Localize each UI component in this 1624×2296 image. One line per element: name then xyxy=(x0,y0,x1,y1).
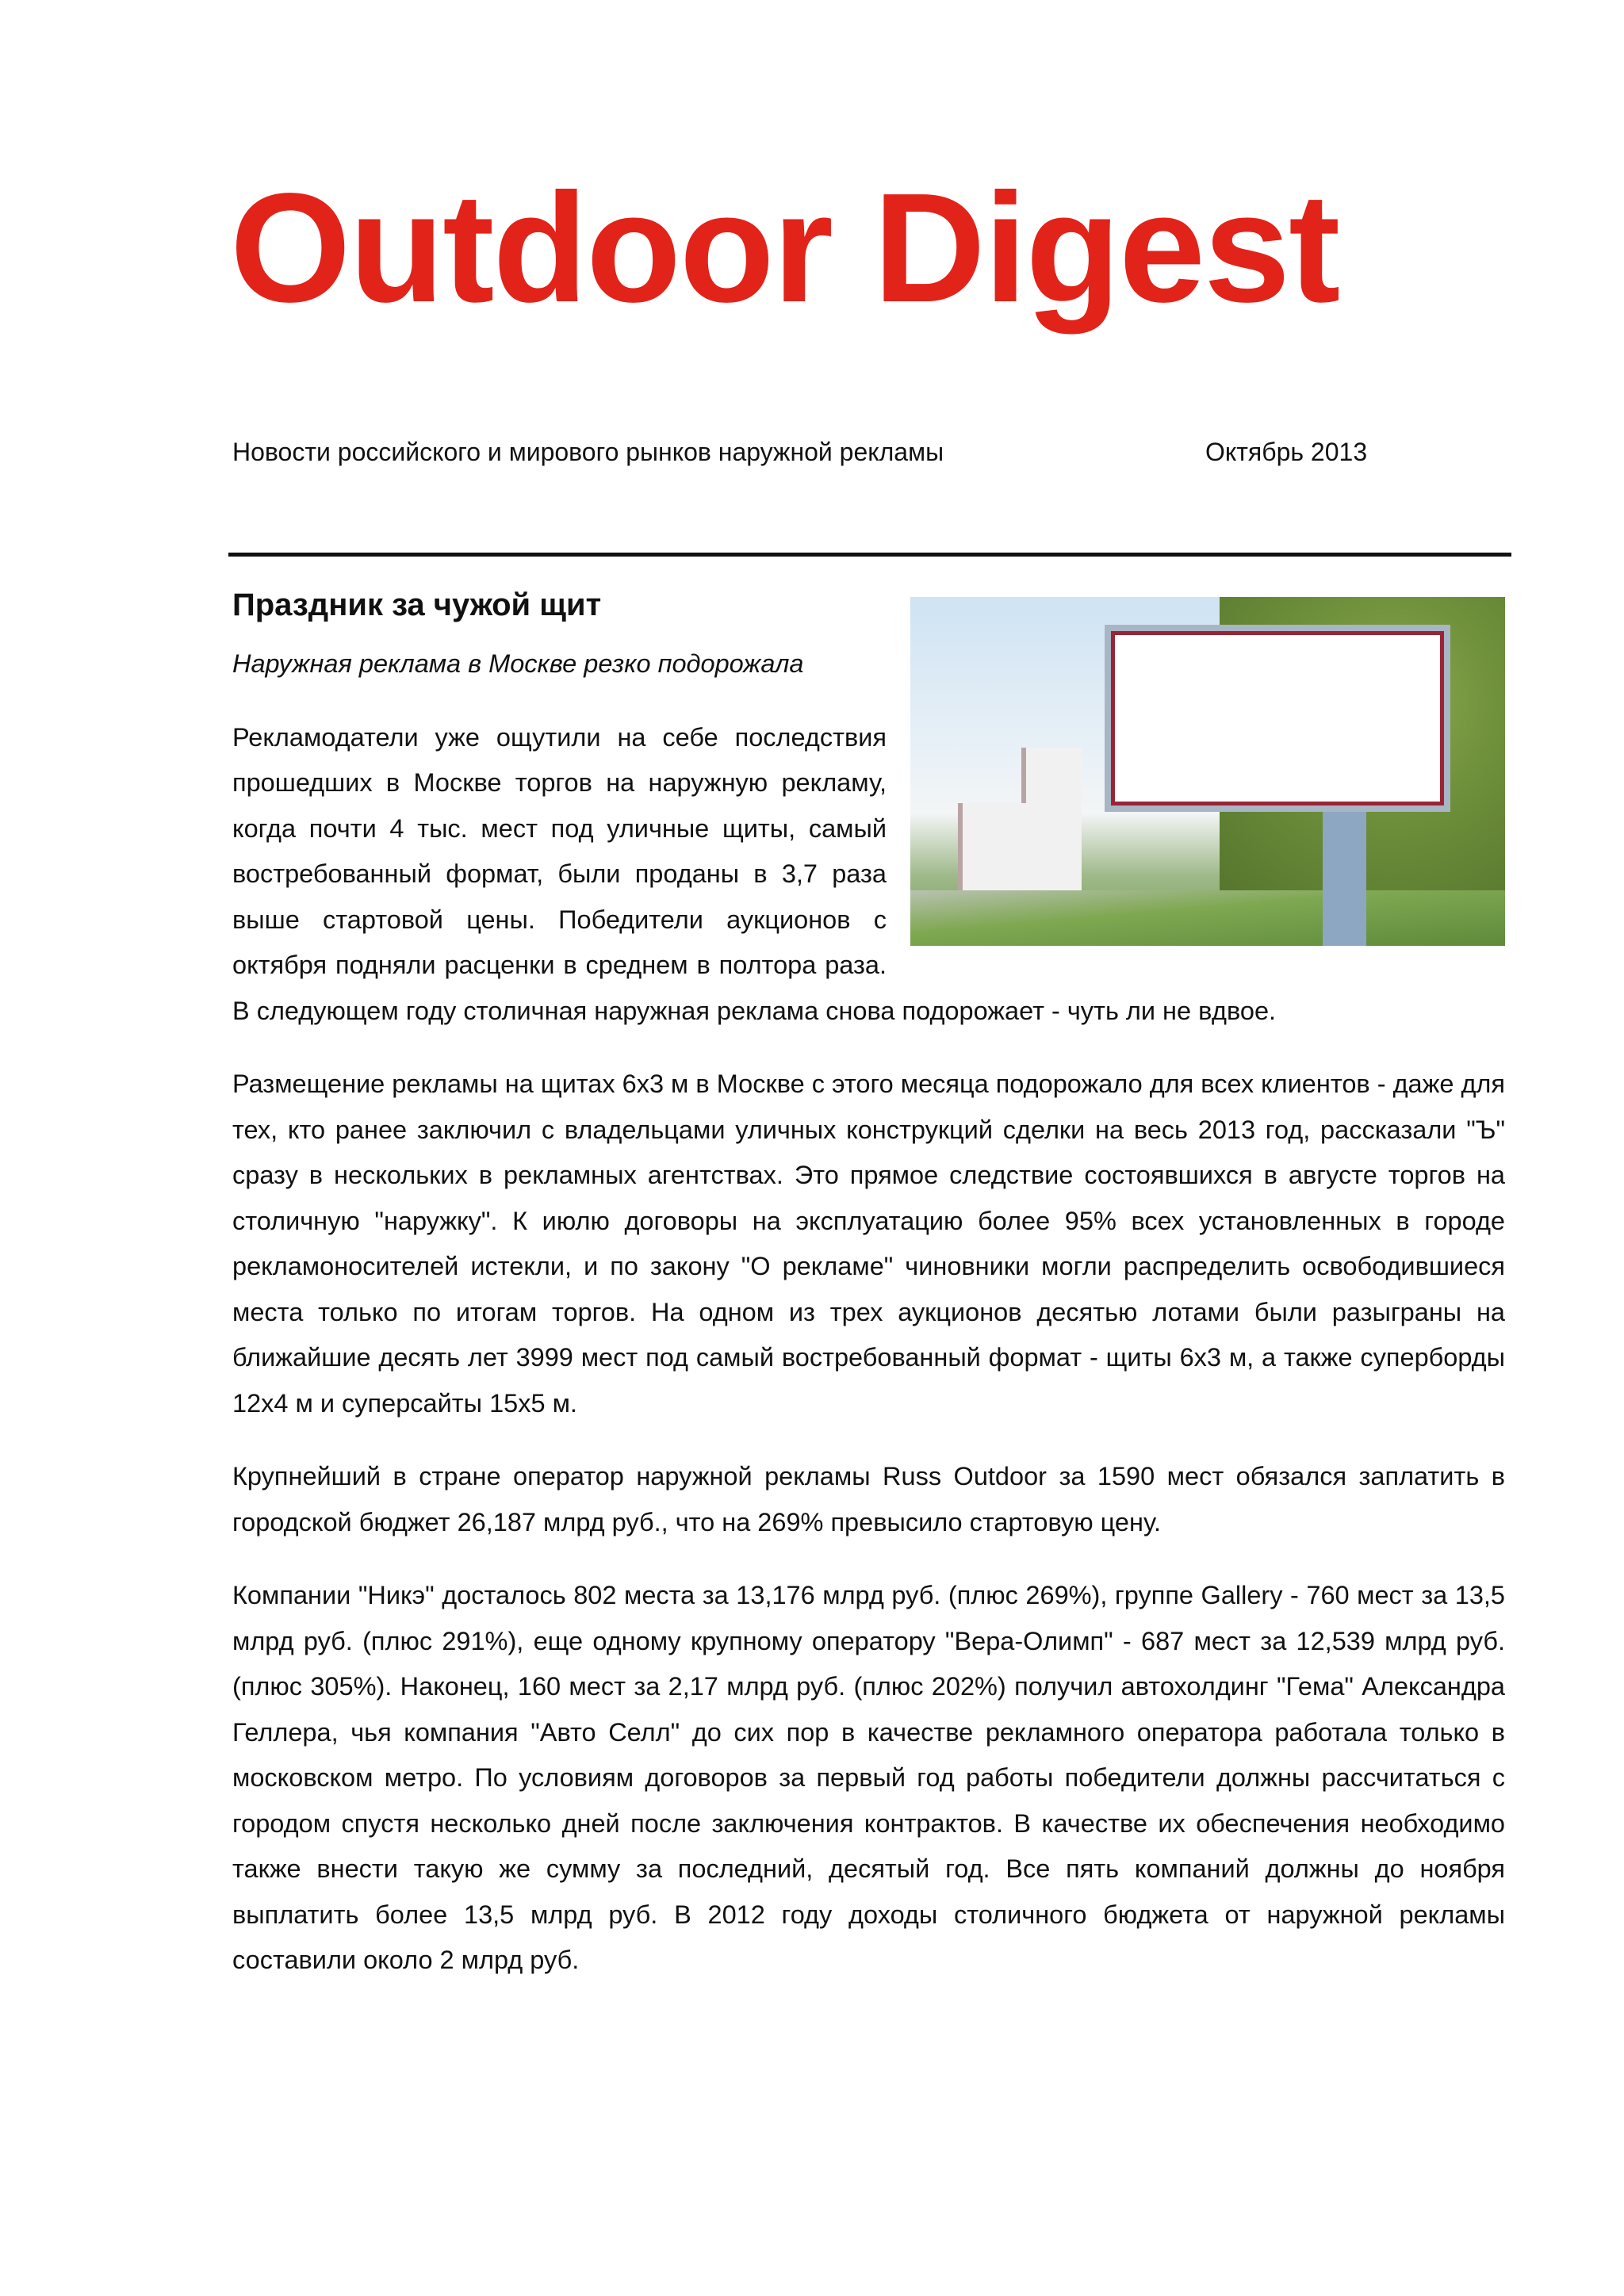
road-shape xyxy=(910,890,1505,946)
article-paragraph: Компании "Никэ" досталось 802 места за 13,176 млрд руб. (плюс 269%), группе Gallery - 760 мест за 13,5 млрд руб. (плюс 291%), еще одному крупному оператору "Вера-Олимп" - 687 мест за 12,539 млрд руб. (плюс 305%). Наконец, 160 мест за 2,17 млрд руб. (плюс 202%) получил автохолдинг "Гема" Александра Геллера, чья компания "Авто Селл" до сих пор в качестве рекламного оператора работала только в московском метро. По условиям договоров за первый год работы победители должны рассчитаться с городом спустя несколько дней после заключения контрактов. В качестве их обеспечения необходимо также внести такую же сумму за последний, десятый год. Все пять компаний должны до ноября выплатить более 13,5 млрд руб. В 2012 году доходы столичного бюджета от наружной рекламы составили около 2 млрд руб. xyxy=(232,1581,1505,1974)
article-lede: Наружная реклама в Москве резко подорожала xyxy=(232,649,804,678)
article-headline: Праздник за чужой щит xyxy=(232,587,602,622)
header-divider xyxy=(228,553,1511,557)
article-paragraph: Размещение рекламы на щитах 6х3 м в Москве с этого месяца подорожало для всех клиентов - даже для тех, кто ранее заключил с владельцами уличных конструкций сделки на весь 2013 год, рассказали "Ъ" сразу в нескольких в рекламных агентствах. Это прямое следствие состоявшихся в августе торгов на столичную "наружку". К июлю договоры на эксплуатацию более 95% всех установленных в городе рекламоносителей истекли, и по закону "О рекламе" чиновники могли распределить освободившиеся места только по итогам торгов. На одном из трех аукционов десятью лотами были разыграны на ближайшие десять лет 3999 мест под самый востребованный формат - щиты 6х3 м, а также суперборды 12х4 м и суперсайты 15х5 м. xyxy=(232,1070,1505,1418)
newsletter-title: Outdoor Digest xyxy=(230,161,1339,335)
article-paragraph: Рекламодатели уже ощутили на себе последствия прошедших в Москве торгов на наружную рекламу, когда почти 4 тыс. мест под уличные щиты, самый востребованный формат, были проданы в 3,7 раза выше стартовой цены. Победители аукционов с октября подняли расценки в среднем в полтора раза. В следующем году столичная наружная реклама снова подорожает - чуть ли не вдвое. xyxy=(232,722,1277,1025)
billboard-pole xyxy=(1323,806,1366,946)
blank-billboard xyxy=(1105,625,1450,812)
newsletter-subtitle: Новости российского и мирового рынков наружной рекламы xyxy=(232,438,944,466)
building-shape xyxy=(958,803,1026,898)
article-paragraph: Крупнейший в стране оператор наружной рекламы Russ Outdoor за 1590 мест обязался заплатить в городской бюджет 26,187 млрд руб., что на 269% превысило стартовую цену. xyxy=(232,1462,1505,1536)
issue-date: Октябрь 2013 xyxy=(1205,438,1368,466)
building-shape xyxy=(1021,748,1082,898)
billboard-photo xyxy=(910,597,1505,946)
article xyxy=(232,583,1505,2011)
